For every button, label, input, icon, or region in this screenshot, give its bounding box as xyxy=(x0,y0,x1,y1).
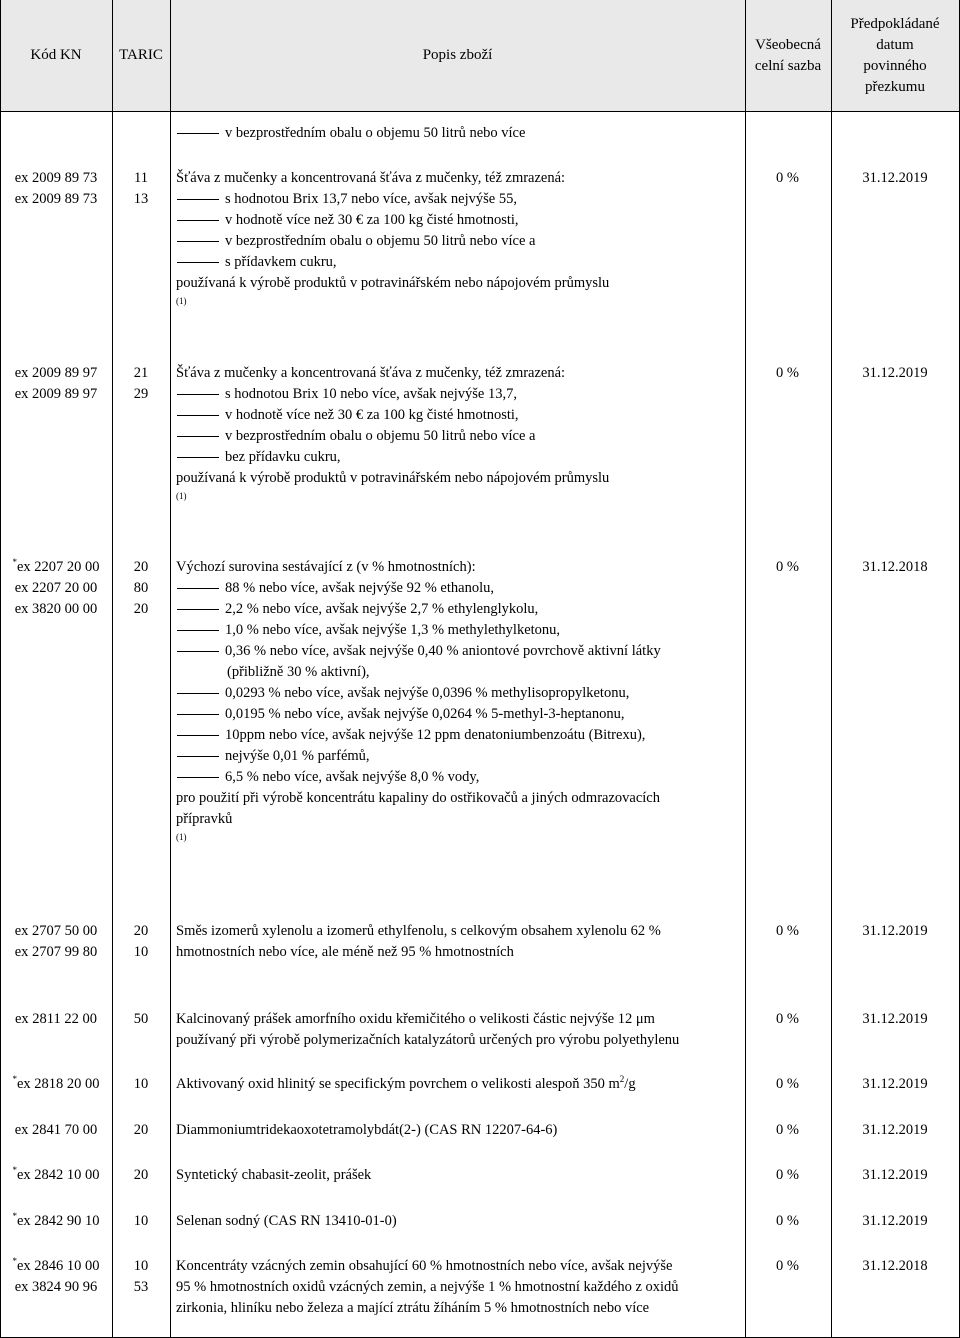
description-line: s hodnotou Brix 13,7 nebo více, avšak nejvýše 55, xyxy=(176,189,742,210)
duty-rate: 0 % xyxy=(776,1122,799,1138)
description-line: Šťáva z mučenky a koncentrovaná šťáva z mučenky, též zmrazená: xyxy=(176,365,566,381)
dash-marker xyxy=(177,436,219,437)
taric-code: 10 xyxy=(133,1258,149,1274)
description-line: v hodnotě více než 30 € za 100 kg čisté hmotnosti, xyxy=(176,405,742,426)
amendment-asterisk: * xyxy=(12,1165,17,1176)
taric-cell xyxy=(112,1211,170,1232)
taric-code: 10 xyxy=(133,944,149,960)
kn-code-cell xyxy=(0,1165,112,1186)
amendment-asterisk: * xyxy=(12,557,17,568)
taric-cell xyxy=(112,1009,170,1030)
dash-marker xyxy=(177,714,219,715)
dash-marker xyxy=(177,630,219,631)
description-cell xyxy=(176,1165,742,1186)
duty-rate: 0 % xyxy=(776,1213,799,1229)
review-date: 31.12.2019 xyxy=(862,365,928,381)
dash-marker xyxy=(177,651,219,652)
description-line: Syntetický chabasit-zeolit, prášek xyxy=(176,1167,372,1183)
description-line: nejvýše 0,01 % parfémů, xyxy=(176,746,742,767)
taric-cell xyxy=(112,363,170,405)
dash-marker xyxy=(177,693,219,694)
taric-code: 20 xyxy=(133,1167,149,1183)
description-cell xyxy=(176,168,742,307)
column-divider xyxy=(170,0,171,1337)
dash-marker xyxy=(177,756,219,757)
dash-marker xyxy=(177,457,219,458)
description-line: Selenan sodný (CAS RN 13410-01-0) xyxy=(176,1213,397,1229)
taric-cell xyxy=(112,1256,170,1298)
description-line: Diammoniumtridekaoxotetramolybdát(2-) (CAS RN 12207-64-6) xyxy=(176,1122,558,1138)
kn-code: ex 3824 90 96 xyxy=(14,1279,98,1295)
description-line: zirkonia, hliníku nebo železa a mající ztrátu žíháním 5 % hmotnostních nebo více xyxy=(176,1300,650,1316)
kn-code-cell xyxy=(0,1211,112,1232)
dash-marker xyxy=(177,394,219,395)
footnote-ref: (1) xyxy=(176,491,187,501)
description-line: s přídavkem cukru, xyxy=(176,252,742,273)
description-line: bez přídavku cukru, xyxy=(176,447,742,468)
description-cell xyxy=(176,1009,742,1051)
dash-marker xyxy=(177,415,219,416)
kn-code-cell xyxy=(0,168,112,210)
kn-code: ex 2009 89 73 xyxy=(14,191,98,207)
footnote-ref: (1) xyxy=(176,296,187,306)
header-sazba: Všeobecná celní sazba xyxy=(754,36,822,74)
header-taric: TARIC xyxy=(119,47,163,63)
duty-rate: 0 % xyxy=(776,365,799,381)
duty-rate: 0 % xyxy=(776,1258,799,1274)
kn-code-cell xyxy=(0,921,112,963)
header-kod-kn: Kód KN xyxy=(30,47,82,63)
taric-cell xyxy=(112,1074,170,1095)
dash-marker xyxy=(177,133,219,134)
review-date: 31.12.2019 xyxy=(862,923,928,939)
duty-rate: 0 % xyxy=(776,559,799,575)
description-line: s hodnotou Brix 10 nebo více, avšak nejvýše 13,7, xyxy=(176,384,742,405)
description-line: pro použití při výrobě koncentrátu kapaliny do ostřikovačů a jiných odmrazovacích xyxy=(176,790,660,806)
taric-cell xyxy=(112,168,170,210)
description-cell xyxy=(176,1074,742,1095)
dash-marker xyxy=(177,609,219,610)
dash-marker xyxy=(177,220,219,221)
taric-code: 13 xyxy=(133,191,149,207)
description-line: 1,0 % nebo více, avšak nejvýše 1,3 % methylethylketonu, xyxy=(176,620,742,641)
kn-code: ex 3820 00 00 xyxy=(14,601,98,617)
header-datum: Předpokládané datum povinného přezkumu xyxy=(850,15,940,95)
amendment-asterisk: * xyxy=(12,1211,17,1222)
kn-code-cell xyxy=(0,1009,112,1030)
description-cell xyxy=(176,557,742,843)
description-line: Koncentráty vzácných zemin obsahující 60 % hmotnostních nebo více, avšak nejvýše xyxy=(176,1258,673,1274)
description-line: používaná k výrobě produktů v potravinářském nebo nápojovém průmyslu xyxy=(176,470,610,486)
superscript: 2 xyxy=(619,1074,625,1085)
description-cell xyxy=(176,921,742,963)
description-line: používaná k výrobě produktů v potravinářském nebo nápojovém průmyslu xyxy=(176,275,610,291)
description-line: přípravků xyxy=(176,811,233,827)
taric-code: 80 xyxy=(133,580,149,596)
kn-code-cell xyxy=(0,1256,112,1298)
dash-marker xyxy=(177,199,219,200)
taric-code: 10 xyxy=(133,1213,149,1229)
duty-rate: 0 % xyxy=(776,1076,799,1092)
kn-code: *ex 2842 10 00 xyxy=(12,1165,100,1183)
taric-code: 10 xyxy=(133,1076,149,1092)
kn-code: *ex 2846 10 00 xyxy=(12,1256,100,1274)
description-line: používaný při výrobě polymerizačních katalyzátorů určených pro výrobu polyethylenu xyxy=(176,1032,680,1048)
taric-code: 20 xyxy=(133,601,149,617)
duty-rate: 0 % xyxy=(776,1167,799,1183)
amendment-asterisk: * xyxy=(12,1074,17,1085)
taric-cell xyxy=(112,1165,170,1186)
review-date: 31.12.2018 xyxy=(862,1258,928,1274)
description-line: v bezprostředním obalu o objemu 50 litrů nebo více xyxy=(225,125,526,141)
kn-code-cell xyxy=(0,363,112,405)
description-line: 88 % nebo více, avšak nejvýše 92 % ethanolu, xyxy=(176,578,742,599)
kn-code: *ex 2818 20 00 xyxy=(12,1074,100,1092)
review-date: 31.12.2019 xyxy=(862,1011,928,1027)
kn-code-cell xyxy=(0,557,112,620)
taric-code: 21 xyxy=(133,365,149,381)
header-popis: Popis zboží xyxy=(422,47,493,63)
dash-marker xyxy=(177,241,219,242)
description-line: Směs izomerů xylenolu a izomerů ethylfenolu, s celkovým obsahem xylenolu 62 % xyxy=(176,923,661,939)
description-line: Výchozí surovina sestávající z (v % hmotnostních): xyxy=(176,559,476,575)
review-date: 31.12.2019 xyxy=(862,1213,928,1229)
kn-code-cell xyxy=(0,1074,112,1095)
description-cell xyxy=(176,1256,742,1319)
review-date: 31.12.2019 xyxy=(862,1076,928,1092)
kn-code: *ex 2842 90 10 xyxy=(12,1211,100,1229)
taric-cell xyxy=(112,921,170,963)
amendment-asterisk: * xyxy=(12,1256,17,1267)
review-date: 31.12.2019 xyxy=(862,1167,928,1183)
duty-rate: 0 % xyxy=(776,1011,799,1027)
dash-marker xyxy=(177,262,219,263)
duty-rate: 0 % xyxy=(776,170,799,186)
taric-code: 53 xyxy=(133,1279,149,1295)
taric-code: 29 xyxy=(133,386,149,402)
description-line: 95 % hmotnostních oxidů vzácných zemin, a nejvýše 1 % hmotnostní každého z oxidů xyxy=(176,1279,679,1295)
description-cell xyxy=(176,1211,742,1232)
description-line: 0,36 % nebo více, avšak nejvýše 0,40 % aniontové povrchově aktivní látky xyxy=(176,641,742,662)
taric-cell xyxy=(112,557,170,620)
kn-code: *ex 2207 20 00 xyxy=(12,557,100,575)
description-line: v bezprostředním obalu o objemu 50 litrů nebo více a xyxy=(176,231,742,252)
kn-code: ex 2207 20 00 xyxy=(14,580,98,596)
taric-cell xyxy=(112,1120,170,1141)
description-line: 10ppm nebo více, avšak nejvýše 12 ppm denatoniumbenzoátu (Bitrexu), xyxy=(176,725,742,746)
taric-code: 20 xyxy=(133,923,149,939)
description-line: v hodnotě více než 30 € za 100 kg čisté hmotnosti, xyxy=(176,210,742,231)
description-line: 6,5 % nebo více, avšak nejvýše 8,0 % vody, xyxy=(176,767,742,788)
taric-code: 11 xyxy=(134,170,148,186)
review-date: 31.12.2019 xyxy=(862,170,928,186)
kn-code: ex 2707 99 80 xyxy=(14,944,98,960)
description-line: v bezprostředním obalu o objemu 50 litrů nebo více a xyxy=(176,426,742,447)
kn-code: ex 2009 89 97 xyxy=(14,365,98,381)
kn-code: ex 2811 22 00 xyxy=(14,1011,98,1027)
duty-rate: 0 % xyxy=(776,923,799,939)
kn-code: ex 2707 50 00 xyxy=(14,923,98,939)
kn-code: ex 2009 89 73 xyxy=(14,170,98,186)
review-date: 31.12.2019 xyxy=(862,1122,928,1138)
description-line: Kalcinovaný prášek amorfního oxidu křemičitého o velikosti částic nejvýše 12 μm xyxy=(176,1011,655,1027)
description-cell xyxy=(176,1120,742,1141)
description-line: (přibližně 30 % aktivní), xyxy=(227,664,370,680)
footnote-ref: (1) xyxy=(176,832,187,842)
taric-code: 20 xyxy=(133,1122,149,1138)
description-line: 0,0195 % nebo více, avšak nejvýše 0,0264 % 5-methyl-3-heptanonu, xyxy=(176,704,742,725)
kn-code: ex 2009 89 97 xyxy=(14,386,98,402)
description-line: hmotnostních nebo více, ale méně než 95 % hmotnostních xyxy=(176,944,514,960)
dash-marker xyxy=(177,777,219,778)
dash-marker xyxy=(177,588,219,589)
description-line: Aktivovaný oxid hlinitý se specifickým povrchem o velikosti alespoň 350 $m^2/g$ xyxy=(176,1074,636,1092)
description-line: 0,0293 % nebo více, avšak nejvýše 0,0396 % methylisopropylketonu, xyxy=(176,683,742,704)
description-line: 2,2 % nebo více, avšak nejvýše 2,7 % ethylenglykolu, xyxy=(176,599,742,620)
dash-marker xyxy=(177,735,219,736)
description-line: Šťáva z mučenky a koncentrovaná šťáva z mučenky, též zmrazená: xyxy=(176,170,566,186)
taric-code: 20 xyxy=(133,559,149,575)
review-date: 31.12.2018 xyxy=(862,559,928,575)
kn-code-cell xyxy=(0,1120,112,1141)
taric-code: 50 xyxy=(133,1011,149,1027)
kn-code: ex 2841 70 00 xyxy=(14,1122,98,1138)
description-cell xyxy=(176,363,742,502)
